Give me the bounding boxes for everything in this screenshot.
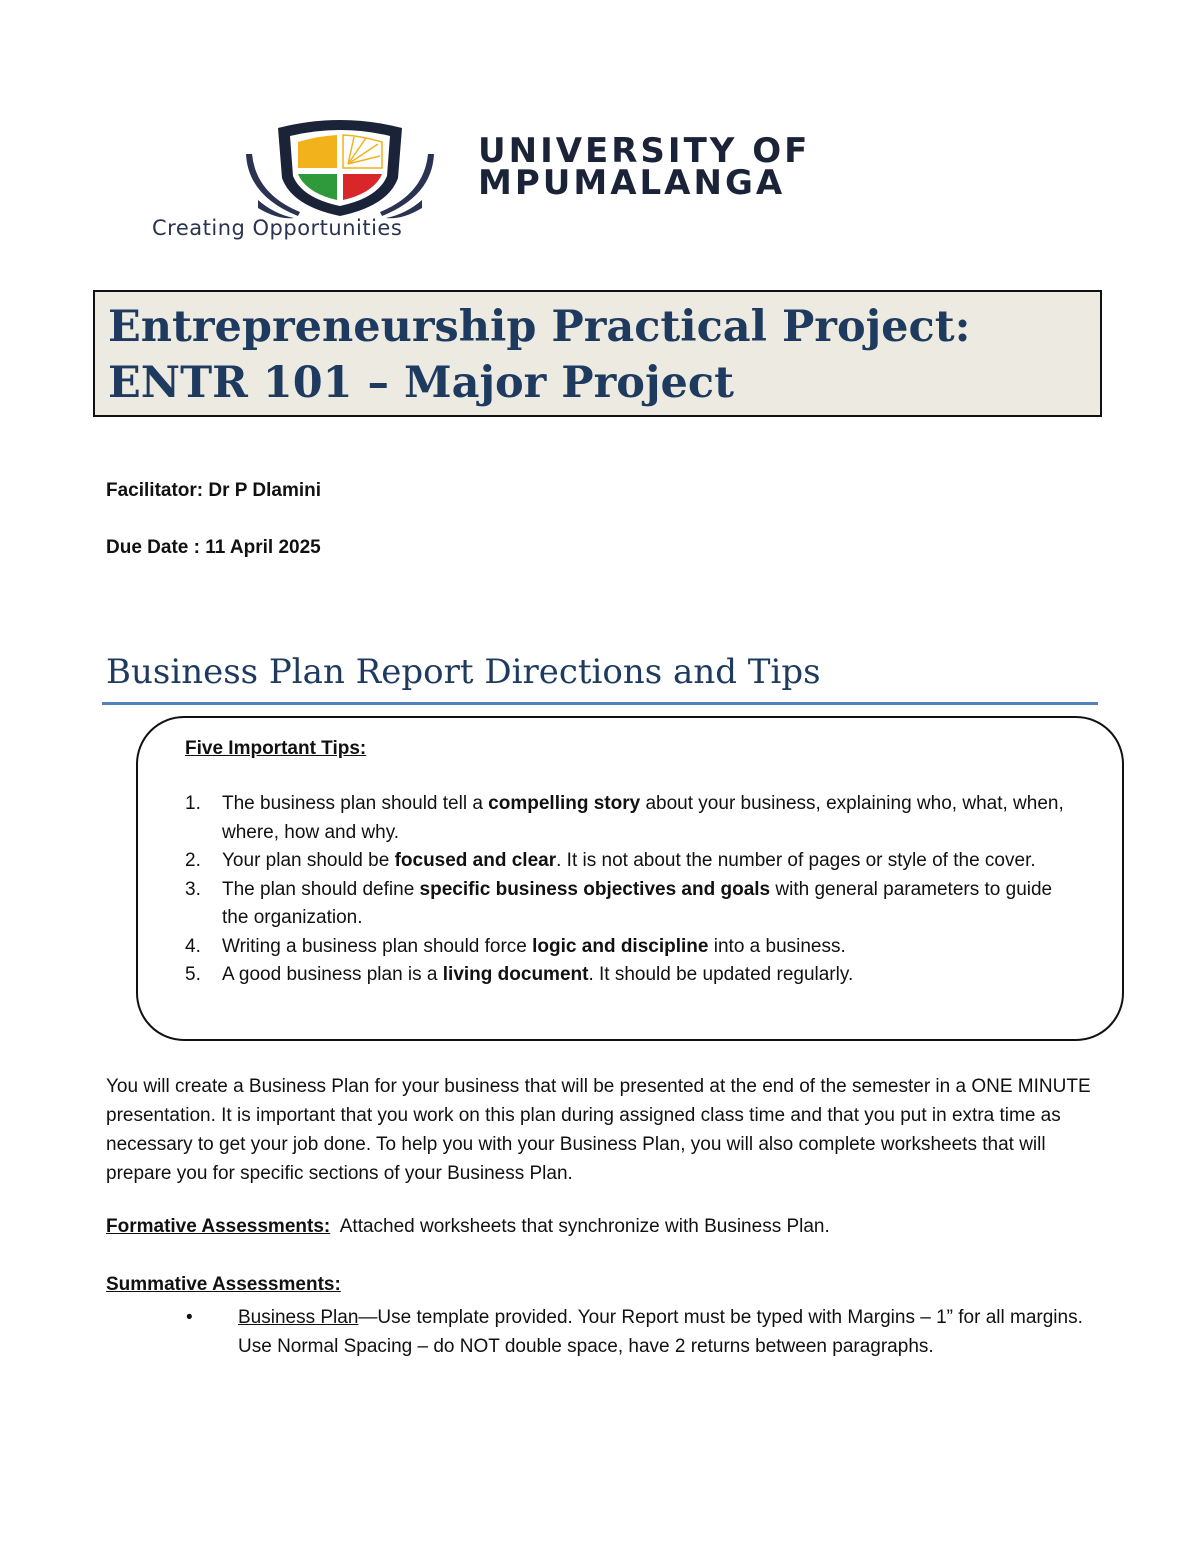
tips-list [185,790,1065,990]
tip-text: into a business. [708,935,846,957]
bullet-icon: • [186,1307,193,1328]
tip-emphasis: logic and discipline [532,935,709,957]
tip-text: . It should be updated regularly. [588,964,854,985]
intro-paragraph: You will create a Business Plan for your business that will be presented at the end of the semester in a ONE MINUTE presentation. It is important that you work on this plan during assigned class time and that you put in extra time as necessary to get your job done. To help you with your Business Plan, you will also complete worksheets that will prepare you for specific sections of your Business Plan. [106,1076,1091,1184]
section-heading: Business Plan Report Directions and Tips [106,652,821,692]
formative-label: Formative Assessments: [106,1216,331,1237]
tip-number: 1. [185,793,201,814]
tip-item [185,876,1065,933]
due-date-line: Due Date : 11 April 2025 [106,537,321,558]
tip-text: Your plan should be [222,850,395,871]
tip-emphasis: focused and clear [394,850,557,871]
tip-number: 5. [185,964,201,985]
tip-emphasis: living document [442,964,589,985]
tip-number: 4. [185,935,201,957]
tip-item [185,790,1065,847]
section-divider [102,702,1098,705]
business-plan-label: Business Plan [238,1307,359,1328]
tip-text: A good business plan is a [222,964,443,985]
document-title-line-1: Entrepreneurship Practical Project: [108,302,971,352]
document-title-line-2: ENTR 101 – Major Project [108,358,734,408]
university-crest-icon [238,116,442,222]
shield-icon [278,120,402,216]
tip-text: with general parameters to guide the organization. [222,878,1053,928]
facilitator-line: Facilitator: Dr P Dlamini [106,480,322,501]
tip-number: 2. [185,850,201,871]
tip-emphasis: specific business objectives and goals [419,878,771,900]
university-logo [148,110,868,250]
logo-tagline: Creating Opportunities [152,216,403,240]
tip-item [185,847,1065,876]
formative-assessments [106,1216,830,1238]
tip-text: Writing a business plan should force [222,935,533,957]
tip-text: The business plan should tell a [222,793,489,814]
tip-item [185,933,1065,962]
university-name-line-2: MPUMALANGA [478,163,786,203]
tip-item [185,961,1065,990]
tip-text: . It is not about the number of pages or style of the cover. [556,850,1036,871]
tip-text: about your business, explaining who, what, when, where, how and why. [222,793,1064,843]
summative-item-detail: —Use template provided. Your Report must be typed with Margins – 1” for all margins. Use Normal Spacing – do NOT double space, have 2 returns between paragraphs. [238,1307,1083,1357]
tips-box [136,716,1124,1041]
tip-number: 3. [185,878,201,900]
tip-emphasis: compelling story [488,793,641,814]
university-name-line-1: UNIVERSITY OF [478,131,811,171]
tips-heading: Five Important Tips: [185,738,367,759]
summative-item-text [238,1303,1096,1361]
tip-text: The plan should define [222,878,420,900]
title-box [93,290,1102,417]
summative-label: Summative Assessments: [106,1274,341,1295]
formative-text: Attached worksheets that synchronize with Business Plan. [330,1216,830,1237]
